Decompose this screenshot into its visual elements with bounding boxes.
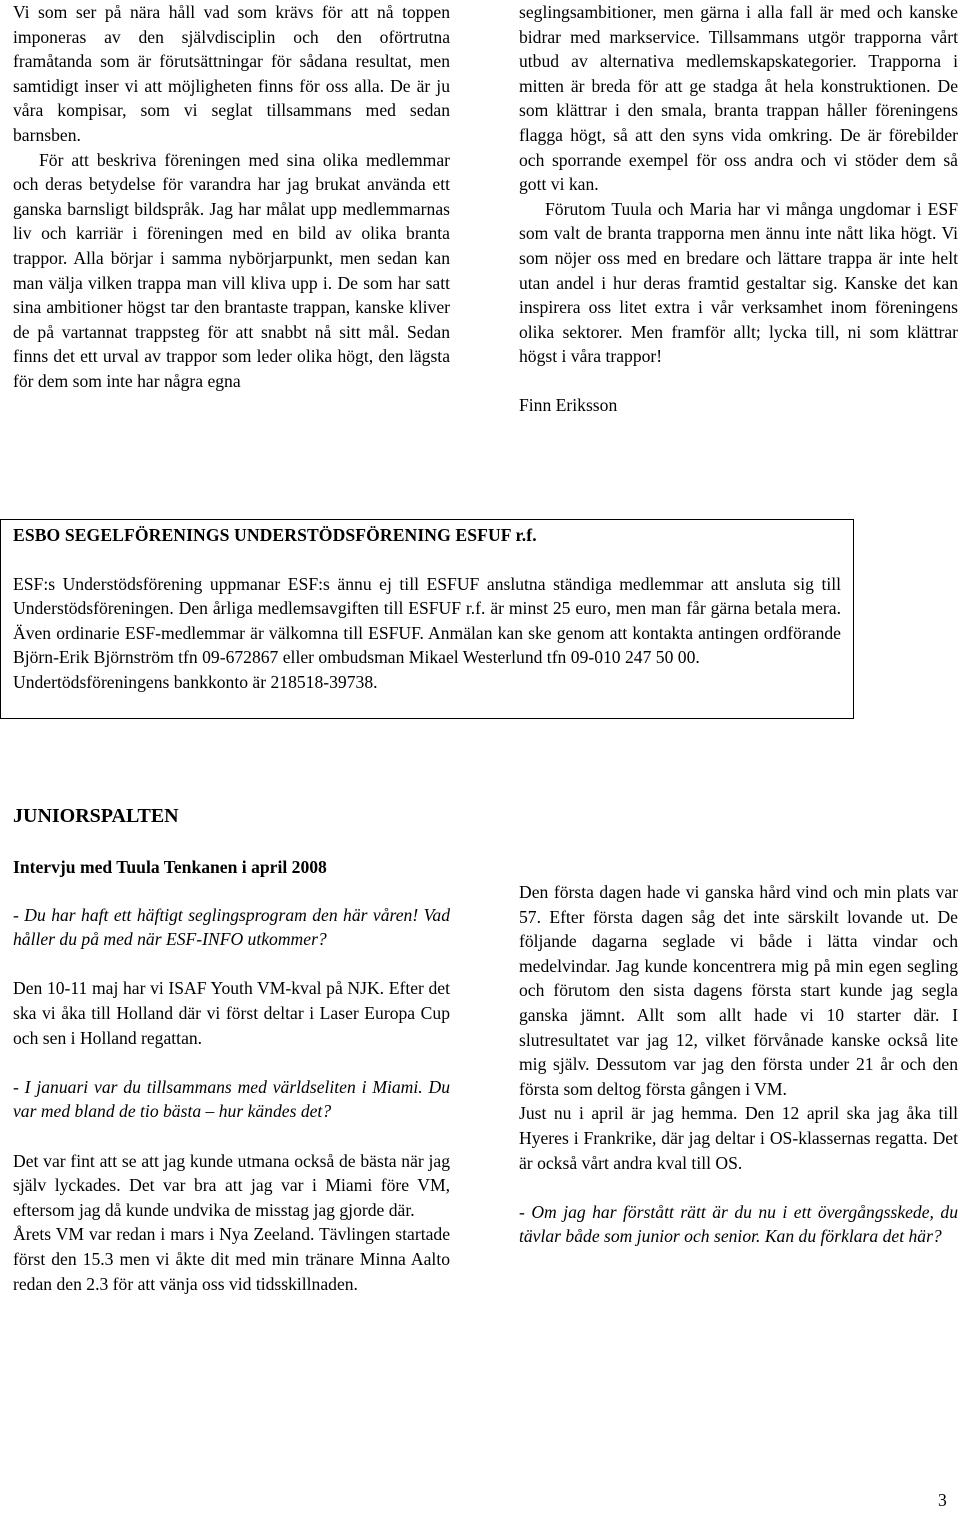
notice-body: ESF:s Understödsförening uppmanar ESF:s ännu ej till ESFUF anslutna ständiga medlemmar att ansluta sig till Understödsföreningen. Den årliga medlemsavgiften till ESFUF r.f. är minst 25 euro, men man får gärna betala mera. Även ordinarie ESF-medlemmar är välkomna till ESFUF. Anmälan kan ske genom att kontakta antingen ordförande Björn-Erik Björnström tfn 09-672867 eller ombudsman Mikael Westerlund tfn 09-010 247 50 00. xyxy=(13,573,841,668)
paragraph: Förutom Tuula och Maria har vi många ungdomar i ESF som valt de branta trapporna men ännu inte nått lika högt. Vi som nöjer oss med en bredare och lättare trappa är inte helt utan andel i hur deras framtid gestaltar sig. Kanske det kan inspirera oss litet extra i vår verksamhet inom föreningens olika sektorer. Men framför allt; lycka till, ni som klättrar högst i våra trappor! xyxy=(519,198,958,367)
article-column-top-right xyxy=(519,0,958,418)
article-column-top-left xyxy=(13,0,450,394)
page-number: 3 xyxy=(938,1490,947,1510)
notice-title: ESBO SEGELFÖRENINGS UNDERSTÖDSFÖRENING ESFUF r.f. xyxy=(13,525,537,545)
notice-bank-account: Undertödsföreningens bankkonto är 218518-39738. xyxy=(13,671,378,692)
paragraph: seglingsambitioner, men gärna i alla fall är med och kanske bidrar med markservice. Tillsammans utgör trapporna vårt utbud av alternativa medlemskapskategorier. Trapporna i mitten är breda för att ge stadga åt hela konstruktionen. De som klättrar i den smala, branta trappan håller föreningens flagga högt, så att den syns vida omkring. De är förebilder och sporrande exempel för oss andra och vi stöder dem så gott vi kan. xyxy=(519,2,958,195)
interview-column-left xyxy=(13,878,450,1296)
interview-title: Intervju med Tuula Tenkanen i april 2008 xyxy=(13,857,327,877)
interview-answer: Årets VM var redan i mars i Nya Zeeland. Tävlingen startade först den 15.3 men vi åkte dit med min tränare Minna Aalto redan den 2.3 för att vänja oss vid tidsskillnaden. xyxy=(13,1224,450,1294)
interview-question: - Du har haft ett häftigt seglingsprogram den här våren! Vad håller du på med när ESF-INFO utkommer? xyxy=(13,904,450,950)
interview-answer: Just nu i april är jag hemma. Den 12 april ska jag åka till Hyeres i Frankrike, där jag deltar i OS-klassernas regatta. Det är också vårt andra kval till OS. xyxy=(519,1103,958,1173)
interview-answer: Den 10-11 maj har vi ISAF Youth VM-kval på NJK. Efter det ska vi åka till Holland där vi först deltar i Laser Europa Cup och sen i Holland regattan. xyxy=(13,978,450,1048)
interview-question: - I januari var du tillsammans med världseliten i Miami. Du var med bland de tio bästa – hur kändes det? xyxy=(13,1076,450,1122)
interview-column-right xyxy=(519,880,958,1249)
author-signature: Finn Eriksson xyxy=(519,394,618,415)
section-title: JUNIORSPALTEN xyxy=(13,805,179,827)
paragraph: Vi som ser på nära håll vad som krävs för att nå toppen imponeras av den självdisciplin och den oförtrutna framåtanda som är förutsättningar för sådana resultat, men samtidigt inser vi att möjligheten finns för oss alla. De är ju våra kompisar, som vi seglat tillsammans med sedan barnsben. xyxy=(13,2,450,145)
interview-question: - Om jag har förstått rätt är du nu i ett övergångsskede, du tävlar både som junior och senior. Kan du förklara det här? xyxy=(519,1201,958,1247)
interview-answer: Den första dagen hade vi ganska hård vind och min plats var 57. Efter första dagen såg det inte särskilt lovande ut. De följande dagarna seglade vi både i lätta vindar och medelvindar. Jag kunde koncentrera mig på min egen segling och förutom den sista dagens första start kunde jag segla ganska jämnt. Allt som allt hade vi 10 starter där. I slutresultatet var jag 12, vilket förvånade kanske också lite mig själv. Dessutom var jag den första under 21 år och den första som deltog första gången i VM. xyxy=(519,882,958,1099)
paragraph: För att beskriva föreningen med sina olika medlemmar och deras betydelse för varandra har jag brukat använda ett ganska barnsligt bildspråk. Jag har målat upp medlemmarnas liv och karriär i föreningen med en bild av olika branta trappor. Alla börjar i samma nybörjarpunkt, men sedan kan man välja vilken trappa man vill kliva upp i. De som har satt sina ambitioner högst tar den brantaste trappan, kanske kliver de på vartannat trappsteg för att snabbt nå sitt mål. Sedan finns det ett urval av trappor som leder olika högt, den lägsta för dem som inte har några egna xyxy=(13,149,450,391)
interview-answer: Det var fint att se att jag kunde utmana också de bästa när jag själv lyckades. Det var bra att jag var i Miami före VM, eftersom jag då kunde undvika de misstag jag gjorde där. xyxy=(13,1150,450,1220)
support-association-notice xyxy=(0,519,854,719)
